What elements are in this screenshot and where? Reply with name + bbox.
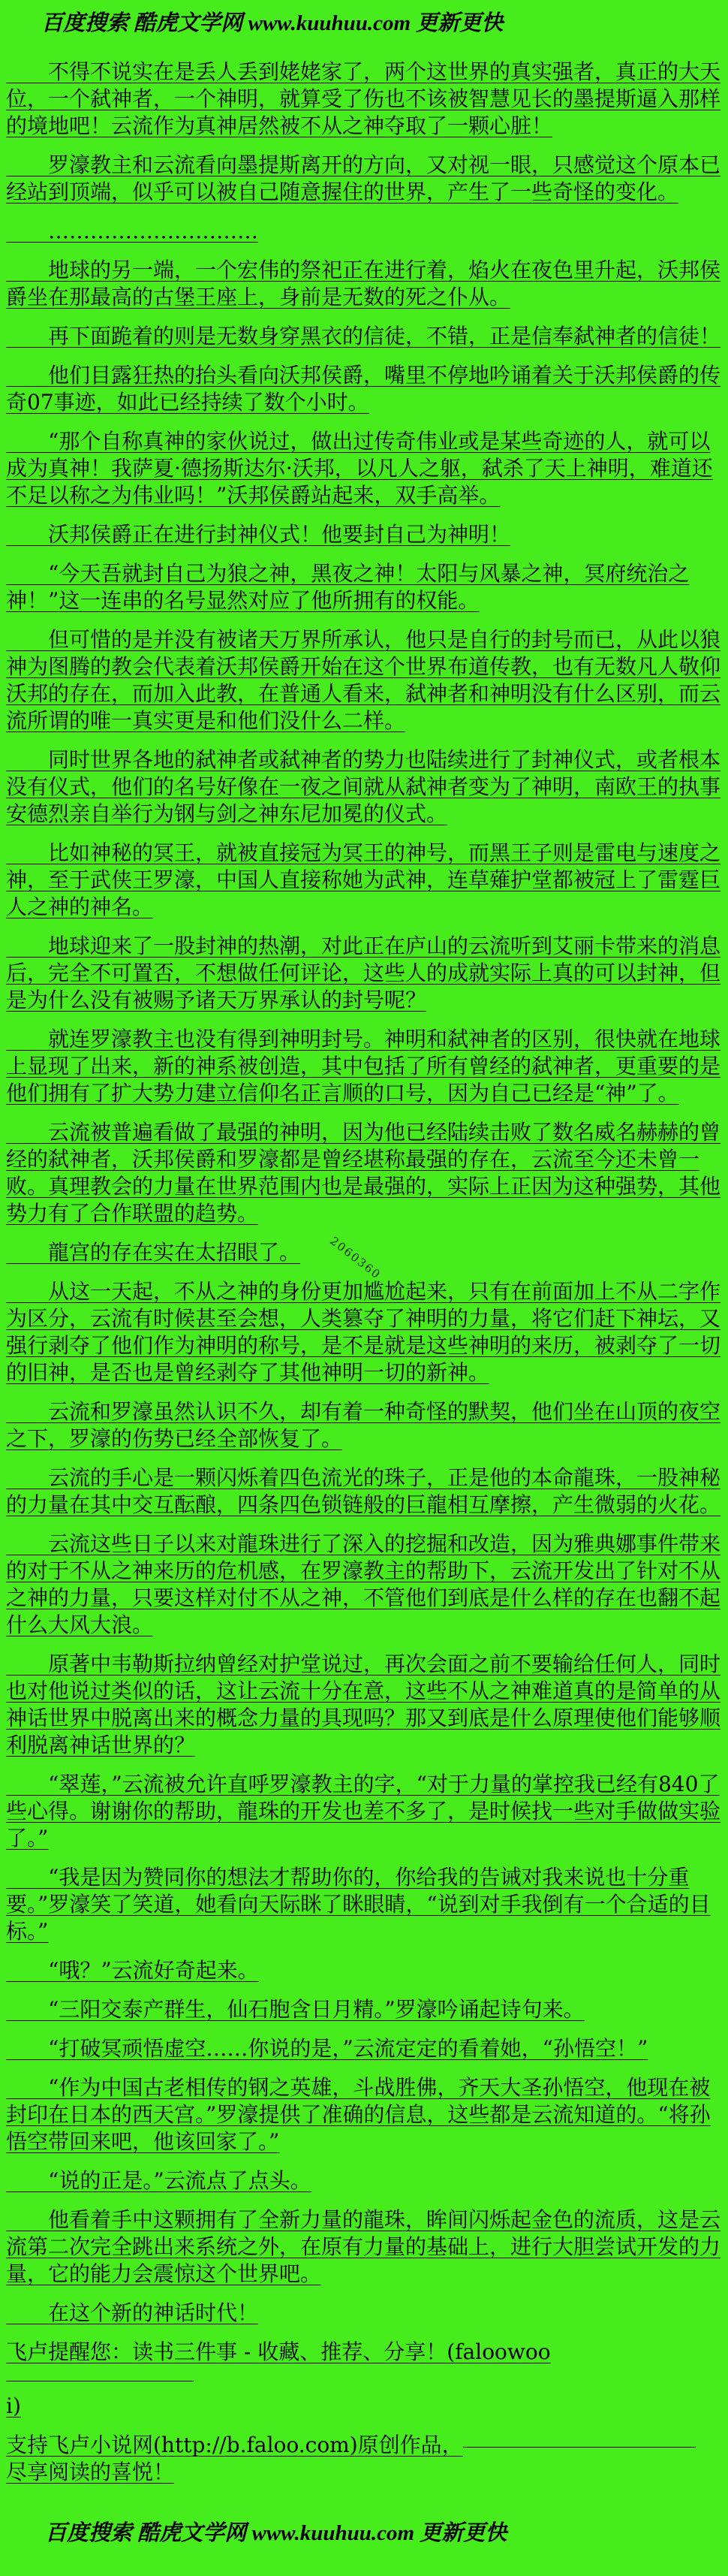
support-site-line <box>6 2432 720 2459</box>
paragraph: 云流和罗濠虽然认识不久，却有着一种奇怪的默契，他们坐在山顶的夜空之下，罗濠的伤势已经全部恢复了。 <box>6 1399 721 1451</box>
paragraph: “那个自称真神的家伙说过，做出过传奇伟业或是某些奇迹的人，就可以成为真神！我萨夏·德扬斯达尔·沃邦，以凡人之躯，弑杀了天上神明，难道还不足以称之为伟业吗！”沃邦侯爵站起来，双手高举。 <box>6 429 713 508</box>
paragraph: 云流这些日子以来对龍珠进行了深入的挖掘和改造，因为雅典娜事件带来的对于不从之神来历的危机感，在罗濠教主的帮助下，云流开发出了针对不从之神的力量，只要这样对付不从之神，不管他们到底是什么样的存在也翻不起什么大风大浪。 <box>6 1531 721 1637</box>
paragraph: 地球迎来了一股封神的热潮，对此正在庐山的云流听到艾丽卡带来的消息后，完全不可置否，不想做任何评论，这些人的成就实际上真的可以封神，但是为什么没有被赐予诸天万界承认的封号呢？ <box>6 934 721 1012</box>
anti-piracy-watermark: 2060360 <box>327 1234 384 1283</box>
reader-reminder-text: 飞卢提醒您：读书三件事 - 收藏、推荐、分享！(faloowoo <box>6 2339 551 2364</box>
paragraph: 就连罗濠教主也没有得到神明封号。神明和弑神者的区别，很快就在地球上显现了出来，新的神系被创造，其中包括了所有曾经的弑神者，更重要的是他们拥有了扩大势力建立信仰名正言顺的口号，因为自己已经是“神”了。 <box>6 1027 721 1106</box>
paragraph: 在这个新的神话时代！ <box>6 2300 259 2325</box>
paragraph: 他看着手中这颗拥有了全新力量的龍珠，眸间闪烁起金色的流质，这是云流第二次完全跳出来系统之外，在原有力量的基础上，进行大胆尝试开发的力量，它的能力会震惊这个世界吧。 <box>6 2207 721 2286</box>
paragraph: 云流的手心是一颗闪烁着四色流光的珠子，正是他的本命龍珠，一股神秘的力量在其中交互酝酿，四条四色锁链般的巨龍相互摩擦，产生微弱的火花。 <box>6 1465 721 1517</box>
paragraph: 从这一天起，不从之神的身份更加尴尬起来，只有在前面加上不从二字作为区分，云流有时候甚至会想，人类篡夺了神明的力量，将它们赶下神坛，又强行剥夺了他们作为神明的称号，是不是就是这些神明的来历，被剥夺了一切的旧神，是否也是曾经剥夺了其他神明一切的新神。 <box>6 1279 721 1385</box>
paragraph: “今天吾就封自己为狼之神，黑夜之神！太阳与风暴之神，冥府统治之神！”这一连串的名号显然对应了他所拥有的权能。 <box>6 561 690 613</box>
ellipsis-separator: ………………………… <box>6 219 259 243</box>
paragraph <box>6 1234 720 1283</box>
underline-filler <box>463 2446 696 2448</box>
paragraph: 云流被普遍看做了最强的神明，因为他已经陆续击败了数名威名赫赫的曾经的弑神者，沃邦侯爵和罗濠都是曾经堪称最强的存在，云流至今还未曾一败。真理教会的力量在世界范围内也是最强的，实际上正因为这种强势，其他势力有了合作联盟的趋势。 <box>6 1120 721 1226</box>
paragraph: “说的正是。”云流点了点头。 <box>6 2168 311 2193</box>
underline-filler <box>6 2380 194 2381</box>
reader-reminder-wrap: i) <box>6 2394 21 2418</box>
paragraph: “三阳交泰产群生，仙石胞含日月精。”罗濠吟诵起诗句来。 <box>6 1997 585 2022</box>
paragraph: 罗濠教主和云流看向墨提斯离开的方向，又对视一眼，只感觉这个原本已经站到顶端，似乎可以被自己随意握住的世界，产生了一些奇怪的变化。 <box>6 152 721 204</box>
paragraph: “哦？”云流好奇起来。 <box>6 1958 259 1983</box>
paragraph: 但可惜的是并没有被诸天万界所承认，他只是自行的封号而已，从此以狼神为图腾的教会代表着沃邦侯爵开始在这个世界布道传教，也有无数凡人敬仰沃邦的存在，而加入此教，在普通人看来，弑神者和神明没有什么区别，而云流所谓的唯一真实更是和他们没什么二样。 <box>6 627 721 733</box>
reader-reminder-line <box>6 2339 720 2393</box>
paragraph: 沃邦侯爵正在进行封神仪式！他要封自己为神明！ <box>6 522 511 547</box>
paragraph: 原著中韦勒斯拉纳曾经对护堂说过，再次会面之前不要输给任何人，同时也对他说过类似的话，这让云流十分在意，这些不从之神难道真的是简单的从神话世界中脱离出来的概念力量的具现吗？那又到底是什么原理使他们能够顺利脱离神话世界的？ <box>6 1651 721 1757</box>
paragraph: “翠莲，”云流被允许直呼罗濠教主的字，“对于力量的掌控我已经有840了些心得。谢谢你的帮助，龍珠的开发也差不多了，是时候找一些对手做做实验了。” <box>6 1772 721 1851</box>
bottom-site-banner: 百度搜索 酷虎文学网 www.kuuhuu.com 更新更快 <box>45 2521 507 2545</box>
paragraph: “作为中国古老相传的钢之英雄，斗战胜佛，齐天大圣孙悟空，他现在被封印在日本的西天宫。”罗濠提供了准确的信息，这些都是云流知道的。“将孙悟空带回来吧，他该回家了。” <box>6 2075 711 2154</box>
paragraph: “打破冥顽悟虚空……你说的是，”云流定定的看着她，“孙悟空！” <box>6 2036 648 2061</box>
top-site-banner: 百度搜索 酷虎文学网 www.kuuhuu.com 更新更快 <box>41 11 504 35</box>
support-site-wrap: 尽享阅读的喜悦！ <box>6 2460 175 2484</box>
paragraph: 不得不说实在是丢人丢到姥姥家了，两个这世界的真实强者，真正的大天位，一个弑神者，一个神明，就算受了伤也不该被智慧见长的墨提斯逼入那样的境地吧！云流作为真神居然被不从之神夺取了一颗心脏！ <box>6 59 721 138</box>
support-site-text: 支持飞卢小说网(http://b.faloo.com)原创作品， <box>6 2433 463 2457</box>
paragraph: 再下面跪着的则是无数身穿黑衣的信徒，不错，正是信奉弑神者的信徒！ <box>6 324 721 348</box>
paragraph-text: 龍宫的存在实在太招眼了。 <box>6 1240 301 1265</box>
paragraph: 比如神秘的冥王，就被直接冠为冥王的神号，而黑王子则是雷电与速度之神，至于武侠王罗濠，中国人直接称她为武神，连草薙护堂都被冠上了雷霆巨人之神的神名。 <box>6 840 721 919</box>
paragraph: 同时世界各地的弑神者或弑神者的势力也陆续进行了封神仪式，或者根本没有仪式，他们的名号好像在一夜之间就从弑神者变为了神明，南欧王的执事安德烈亲自举行为钢与剑之神东尼加冕的仪式。 <box>6 747 721 826</box>
novel-text-body <box>0 36 728 2501</box>
paragraph: 地球的另一端，一个宏伟的祭祀正在进行着，焰火在夜色里升起，沃邦侯爵坐在那最高的古堡王座上，身前是无数的死之仆从。 <box>6 258 721 309</box>
paragraph: 他们目露狂热的抬头看向沃邦侯爵，嘴里不停地吟诵着关于沃邦侯爵的传奇07事迹，如此已经持续了数个小时。 <box>6 363 721 415</box>
paragraph: “我是因为赞同你的想法才帮助你的，你给我的告诫对我来说也十分重要。”罗濠笑了笑道，她看向天际眯了眯眼睛，“说到对手我倒有一个合适的目标。” <box>6 1865 711 1944</box>
